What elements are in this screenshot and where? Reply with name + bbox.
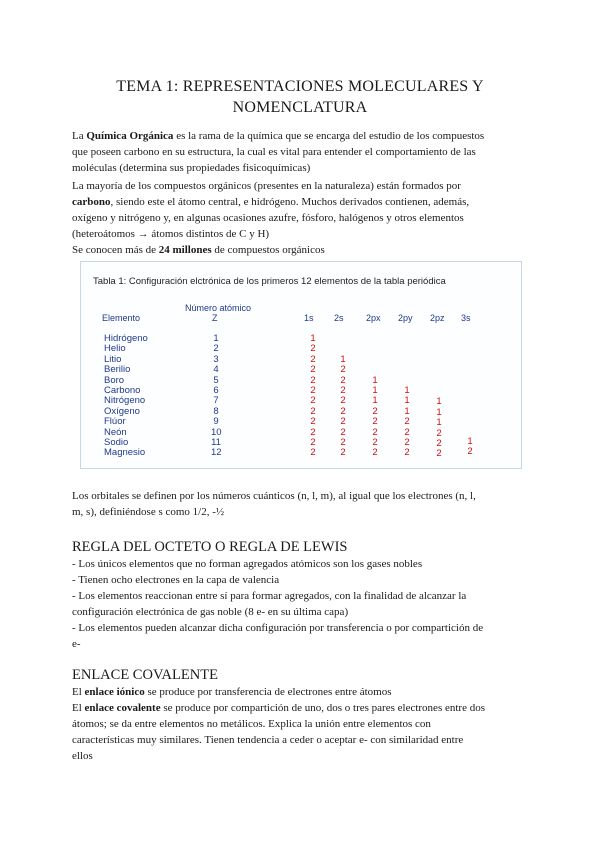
orbital-header-2s: 2s (334, 313, 344, 323)
occupancy-2s: 2 (340, 447, 346, 459)
table-caption: Tabla 1: Configuración elctrónica de los primeros 12 elementos de la tabla periódica (93, 276, 446, 287)
occupancy-2s: 2 (340, 437, 346, 448)
row-atomic-number: 10 (211, 426, 222, 438)
row-element-name: Boro (104, 374, 125, 386)
occupancy-2pz: 2 (436, 427, 442, 439)
row-atomic-number: 5 (213, 374, 219, 386)
table-frame (80, 261, 522, 469)
page-title (72, 76, 528, 118)
occupancy-2pz: 1 (436, 406, 442, 418)
lewis-bullets: - Los únicos elementos que no forman agregados atómicos son los gases nobles - Tienen ocho electrones en la capa de valencia - Los elementos reaccionan entre sí para formar agregados, con la finalidad de alcanzar la configuración electrónica de gas noble (8 e- en su última capa) - Los elementos pueden alcanzar dicha configuración por transferencia o por compartición de e- (72, 556, 528, 652)
occupancy-2py: 2 (404, 447, 410, 459)
occupancy-2s: 2 (340, 374, 346, 386)
occupancy-2pz: 2 (436, 438, 442, 449)
orbital-header-1s: 1s (304, 313, 314, 323)
lewis-bullet-2: - Tienen ocho electrones en la capa de valencia (72, 574, 280, 586)
lewis-bullet-3: - Los elementos reaccionan entre sí para formar agregados, con la finalidad de alcanzar la (72, 590, 467, 602)
intro-paragraph-2: La mayoría de los compuestos orgánicos (presentes en la naturaleza) están formados por carbono, siendo este el átomo central, e hidrógeno. Muchos derivados contienen, además, oxígeno y nitrógeno y, en algunas ocasiones azufre, fósforo, halógenos y otros elementos (heteroátomos → átomos distintos de C y H) (72, 180, 470, 240)
row-element-name: Berilio (104, 364, 131, 376)
occupancy-2px: 1 (372, 385, 378, 396)
row-element-name: Carbono (104, 385, 141, 396)
occupancy-1s: 2 (310, 405, 316, 417)
intro-paragraph-1: La Química Orgánica es la rama de la química que se encarga del estudio de los compuestos que poseen carbono en su estructura, la cual es vital para entender el comportamiento de las moléculas (determina sus propiedades fisicoquímicas) (72, 130, 485, 174)
occupancy-2s: 2 (340, 426, 346, 438)
row-atomic-number: 3 (213, 353, 219, 365)
electron-configuration-table (75, 261, 525, 473)
header-numero-atomico: Número atómico (185, 303, 252, 313)
occupancy-2s: 2 (340, 416, 346, 428)
occupancy-3s: 2 (467, 446, 473, 458)
occupancy-2s: 2 (340, 364, 346, 376)
occupancy-1s: 2 (310, 343, 316, 355)
occupancy-2py: 2 (404, 437, 410, 448)
occupancy-1s: 2 (310, 416, 316, 428)
row-atomic-number: 7 (213, 395, 219, 407)
row-atomic-number: 6 (213, 385, 219, 396)
occupancy-2px: 1 (372, 374, 378, 386)
orbital-header-2px: 2px (366, 313, 381, 323)
orbitals-paragraph: Los orbitales se definen por los números cuánticos (n, l, m), al igual que los electrones (n, l, m, s), definiéndose s como 1/2, -½ (72, 490, 476, 518)
orbital-header-3s: 3s (461, 313, 471, 323)
heading-enlace-covalente: ENLACE COVALENTE (72, 667, 218, 683)
occupancy-2px: 1 (372, 395, 378, 407)
row-element-name: Nitrógeno (104, 395, 146, 407)
occupancy-2px: 2 (372, 437, 378, 448)
occupancy-2px: 2 (372, 426, 378, 438)
row-element-name: Neón (104, 426, 127, 438)
lewis-bullet-4: - Los elementos pueden alcanzar dicha configuración por transferencia o por compartición de (72, 622, 484, 634)
heading-regla-lewis: REGLA DEL OCTETO O REGLA DE LEWIS (72, 539, 348, 555)
row-element-name: Magnesio (104, 447, 146, 459)
bold-carbono: carbono (72, 196, 111, 208)
row-atomic-number: 2 (213, 343, 219, 355)
title-line-2: NOMENCLATURA (232, 99, 368, 116)
occupancy-2s: 2 (340, 395, 346, 407)
occupancy-2pz: 1 (436, 417, 442, 429)
occupancy-1s: 2 (310, 374, 316, 386)
row-element-name: Flúor (104, 416, 126, 428)
row-atomic-number: 12 (211, 447, 222, 459)
bold-24-millones: 24 millones (158, 244, 212, 256)
occupancy-3s: 1 (467, 436, 473, 447)
occupancy-2py: 1 (404, 395, 410, 407)
row-atomic-number: 9 (213, 416, 219, 428)
occupancy-1s: 2 (310, 353, 316, 365)
occupancy-2s: 1 (340, 353, 346, 365)
lewis-bullet-1: - Los únicos elementos que no forman agregados atómicos son los gases nobles (72, 558, 423, 570)
occupancy-2px: 2 (372, 447, 378, 459)
row-atomic-number: 4 (213, 364, 219, 376)
title-line-1: TEMA 1: REPRESENTACIONES MOLECULARES Y (116, 78, 484, 95)
header-elemento: Elemento (102, 313, 141, 323)
occupancy-1s: 2 (310, 437, 316, 448)
occupancy-2pz: 2 (436, 448, 442, 460)
occupancy-2s: 2 (340, 385, 346, 396)
occupancy-2px: 2 (372, 405, 378, 417)
row-element-name: Oxígeno (104, 405, 140, 417)
row-element-name: Sodio (104, 437, 129, 448)
occupancy-2py: 2 (404, 426, 410, 438)
orbital-header-2pz: 2pz (430, 313, 445, 323)
orbital-header-2py: 2py (398, 313, 413, 323)
occupancy-1s: 2 (310, 447, 316, 459)
row-atomic-number: 8 (213, 405, 219, 417)
row-atomic-number: 1 (213, 333, 219, 344)
row-element-name: Hidrógeno (104, 333, 148, 344)
occupancy-1s: 2 (310, 395, 316, 407)
occupancy-1s: 2 (310, 385, 316, 396)
occupancy-1s: 2 (310, 426, 316, 438)
occupancy-2py: 1 (404, 405, 410, 417)
occupancy-2px: 2 (372, 416, 378, 428)
bold-quimica-organica: Química Orgánica (86, 130, 174, 142)
row-atomic-number: 11 (211, 437, 221, 448)
covalente-paragraph-2: El enlace covalente se produce por compartición de uno, dos o tres pares electrones entre dos átomos; se da entre elementos no metálicos. Explica la unión entre elementos con características muy similares. Tienen tendencia a ceder o aceptar e- con similaridad entre ellos (72, 702, 485, 762)
occupancy-1s: 1 (310, 333, 316, 344)
row-element-name: Helio (104, 343, 126, 355)
bold-enlace-covalente: enlace covalente (84, 702, 161, 714)
row-element-name: Litio (104, 353, 122, 365)
occupancy-2pz: 1 (436, 396, 442, 408)
occupancy-2s: 2 (340, 405, 346, 417)
covalente-paragraph-1: El enlace iónico se produce por transferencia de electrones entre átomos (72, 686, 392, 698)
occupancy-1s: 2 (310, 364, 316, 376)
bold-enlace-ionico: enlace iónico (84, 686, 145, 698)
intro-paragraph-3: Se conocen más de 24 millones de compuestos orgánicos (72, 244, 325, 256)
occupancy-2py: 2 (404, 416, 410, 428)
header-z: Z (212, 313, 218, 323)
occupancy-2py: 1 (404, 385, 410, 396)
